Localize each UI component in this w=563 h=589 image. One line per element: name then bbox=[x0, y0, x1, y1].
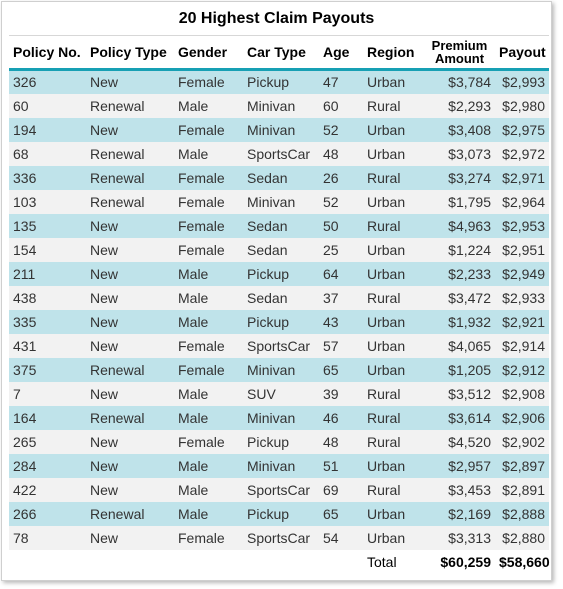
policy-no-cell: 431 bbox=[9, 334, 86, 358]
gender-cell: Female bbox=[174, 430, 243, 454]
policy-no-cell: 60 bbox=[9, 94, 86, 118]
car-type-cell: SportsCar bbox=[243, 526, 319, 550]
col-header-region: Region bbox=[363, 36, 424, 70]
region-cell: Rural bbox=[363, 382, 424, 406]
payout-cell: $2,906 bbox=[495, 406, 549, 430]
policy-no-cell: 265 bbox=[9, 430, 86, 454]
car-type-cell: Pickup bbox=[243, 70, 319, 94]
age-cell: 54 bbox=[319, 526, 363, 550]
policy-type-cell: New bbox=[86, 262, 174, 286]
payout-cell: $2,914 bbox=[495, 334, 549, 358]
policy-no-cell: 154 bbox=[9, 238, 86, 262]
table-row bbox=[9, 526, 549, 550]
car-type-cell: Sedan bbox=[243, 166, 319, 190]
premium-cell: $2,233 bbox=[424, 262, 495, 286]
premium-cell: $3,313 bbox=[424, 526, 495, 550]
policy-type-cell: Renewal bbox=[86, 502, 174, 526]
table-row bbox=[9, 310, 549, 334]
premium-cell: $3,073 bbox=[424, 142, 495, 166]
table-row bbox=[9, 478, 549, 502]
gender-cell: Male bbox=[174, 262, 243, 286]
payout-cell: $2,908 bbox=[495, 382, 549, 406]
premium-cell: $3,453 bbox=[424, 478, 495, 502]
col-header-gender: Gender bbox=[174, 36, 243, 70]
policy-type-cell: Renewal bbox=[86, 190, 174, 214]
col-header-policy-no: Policy No. bbox=[9, 36, 86, 70]
payout-cell: $2,880 bbox=[495, 526, 549, 550]
policy-no-cell: 164 bbox=[9, 406, 86, 430]
policy-type-cell: New bbox=[86, 70, 174, 94]
table-row bbox=[9, 358, 549, 382]
region-cell: Urban bbox=[363, 358, 424, 382]
policy-no-cell: 211 bbox=[9, 262, 86, 286]
age-cell: 48 bbox=[319, 142, 363, 166]
table-row bbox=[9, 454, 549, 478]
age-cell: 69 bbox=[319, 478, 363, 502]
payout-cell: $2,897 bbox=[495, 454, 549, 478]
car-type-cell: Pickup bbox=[243, 310, 319, 334]
policy-no-cell: 194 bbox=[9, 118, 86, 142]
gender-cell: Male bbox=[174, 382, 243, 406]
region-cell: Urban bbox=[363, 142, 424, 166]
policy-type-cell: New bbox=[86, 430, 174, 454]
policy-type-cell: Renewal bbox=[86, 142, 174, 166]
payout-cell: $2,993 bbox=[495, 70, 549, 94]
premium-header-line-2: Amount bbox=[434, 51, 485, 66]
premium-cell: $3,784 bbox=[424, 70, 495, 94]
region-cell: Urban bbox=[363, 262, 424, 286]
age-cell: 51 bbox=[319, 454, 363, 478]
region-cell: Rural bbox=[363, 430, 424, 454]
car-type-cell: Minivan bbox=[243, 406, 319, 430]
gender-cell: Female bbox=[174, 166, 243, 190]
age-cell: 65 bbox=[319, 358, 363, 382]
policy-no-cell: 68 bbox=[9, 142, 86, 166]
region-cell: Rural bbox=[363, 94, 424, 118]
policy-type-cell: New bbox=[86, 382, 174, 406]
policy-type-cell: New bbox=[86, 238, 174, 262]
table-row bbox=[9, 94, 549, 118]
age-cell: 52 bbox=[319, 118, 363, 142]
premium-cell: $4,520 bbox=[424, 430, 495, 454]
car-type-cell: Minivan bbox=[243, 454, 319, 478]
policy-no-cell: 438 bbox=[9, 286, 86, 310]
region-cell: Rural bbox=[363, 478, 424, 502]
gender-cell: Male bbox=[174, 454, 243, 478]
age-cell: 50 bbox=[319, 214, 363, 238]
gender-cell: Female bbox=[174, 118, 243, 142]
policy-no-cell: 375 bbox=[9, 358, 86, 382]
region-cell: Urban bbox=[363, 502, 424, 526]
table-row bbox=[9, 70, 549, 94]
region-cell: Urban bbox=[363, 526, 424, 550]
age-cell: 47 bbox=[319, 70, 363, 94]
payout-cell: $2,972 bbox=[495, 142, 549, 166]
premium-cell: $1,224 bbox=[424, 238, 495, 262]
premium-cell: $1,205 bbox=[424, 358, 495, 382]
car-type-cell: Sedan bbox=[243, 238, 319, 262]
region-cell: Urban bbox=[363, 334, 424, 358]
policy-type-cell: Renewal bbox=[86, 406, 174, 430]
table-row bbox=[9, 262, 549, 286]
car-type-cell: SportsCar bbox=[243, 478, 319, 502]
car-type-cell: Minivan bbox=[243, 94, 319, 118]
policy-type-cell: New bbox=[86, 478, 174, 502]
total-row bbox=[9, 550, 549, 574]
policy-type-cell: New bbox=[86, 286, 174, 310]
policy-no-cell: 78 bbox=[9, 526, 86, 550]
age-cell: 60 bbox=[319, 94, 363, 118]
gender-cell: Female bbox=[174, 70, 243, 94]
table-row bbox=[9, 382, 549, 406]
table-row bbox=[9, 286, 549, 310]
gender-cell: Male bbox=[174, 310, 243, 334]
car-type-cell: Minivan bbox=[243, 190, 319, 214]
col-header-payout: Payout bbox=[495, 36, 549, 70]
table-row bbox=[9, 118, 549, 142]
age-cell: 46 bbox=[319, 406, 363, 430]
policy-no-cell: 335 bbox=[9, 310, 86, 334]
gender-cell: Male bbox=[174, 406, 243, 430]
table-title: 20 Highest Claim Payouts bbox=[178, 10, 375, 27]
table-row bbox=[9, 238, 549, 262]
policy-no-cell: 336 bbox=[9, 166, 86, 190]
policy-no-cell: 103 bbox=[9, 190, 86, 214]
age-cell: 37 bbox=[319, 286, 363, 310]
policy-type-cell: Renewal bbox=[86, 94, 174, 118]
policy-type-cell: New bbox=[86, 454, 174, 478]
table-row bbox=[9, 190, 549, 214]
car-type-cell: SUV bbox=[243, 382, 319, 406]
total-label: Total bbox=[363, 550, 424, 574]
table-row bbox=[9, 214, 549, 238]
age-cell: 65 bbox=[319, 502, 363, 526]
age-cell: 43 bbox=[319, 310, 363, 334]
policy-type-cell: Renewal bbox=[86, 358, 174, 382]
table-row bbox=[9, 142, 549, 166]
total-premium: $60,259 bbox=[424, 550, 495, 574]
region-cell: Rural bbox=[363, 286, 424, 310]
policy-type-cell: New bbox=[86, 214, 174, 238]
region-cell: Rural bbox=[363, 406, 424, 430]
table-row bbox=[9, 166, 549, 190]
total-payout: $58,660 bbox=[495, 550, 549, 574]
region-cell: Urban bbox=[363, 238, 424, 262]
gender-cell: Male bbox=[174, 94, 243, 118]
premium-cell: $3,472 bbox=[424, 286, 495, 310]
age-cell: 52 bbox=[319, 190, 363, 214]
gender-cell: Female bbox=[174, 526, 243, 550]
payout-cell: $2,975 bbox=[495, 118, 549, 142]
premium-cell: $3,512 bbox=[424, 382, 495, 406]
col-header-policy-type: Policy Type bbox=[86, 36, 174, 70]
table-body bbox=[9, 70, 549, 550]
payout-cell: $2,902 bbox=[495, 430, 549, 454]
payout-cell: $2,921 bbox=[495, 310, 549, 334]
gender-cell: Female bbox=[174, 190, 243, 214]
region-cell: Urban bbox=[363, 454, 424, 478]
policy-type-cell: Renewal bbox=[86, 166, 174, 190]
age-cell: 64 bbox=[319, 262, 363, 286]
table-row bbox=[9, 406, 549, 430]
table-row bbox=[9, 502, 549, 526]
policy-type-cell: New bbox=[86, 526, 174, 550]
payout-cell: $2,912 bbox=[495, 358, 549, 382]
age-cell: 25 bbox=[319, 238, 363, 262]
car-type-cell: Sedan bbox=[243, 214, 319, 238]
payout-cell: $2,949 bbox=[495, 262, 549, 286]
gender-cell: Female bbox=[174, 214, 243, 238]
premium-cell: $3,614 bbox=[424, 406, 495, 430]
policy-no-cell: 284 bbox=[9, 454, 86, 478]
premium-cell: $3,408 bbox=[424, 118, 495, 142]
premium-cell: $1,932 bbox=[424, 310, 495, 334]
col-header-age: Age bbox=[319, 36, 363, 70]
premium-cell: $2,957 bbox=[424, 454, 495, 478]
policy-no-cell: 7 bbox=[9, 382, 86, 406]
age-cell: 48 bbox=[319, 430, 363, 454]
region-cell: Urban bbox=[363, 118, 424, 142]
region-cell: Urban bbox=[363, 190, 424, 214]
policy-no-cell: 135 bbox=[9, 214, 86, 238]
car-type-cell: Minivan bbox=[243, 118, 319, 142]
age-cell: 57 bbox=[319, 334, 363, 358]
policy-no-cell: 326 bbox=[9, 70, 86, 94]
premium-cell: $2,293 bbox=[424, 94, 495, 118]
col-header-premium-amount bbox=[424, 36, 495, 70]
car-type-cell: Pickup bbox=[243, 430, 319, 454]
payout-cell: $2,980 bbox=[495, 94, 549, 118]
gender-cell: Male bbox=[174, 142, 243, 166]
car-type-cell: Minivan bbox=[243, 358, 319, 382]
car-type-cell: SportsCar bbox=[243, 334, 319, 358]
table-row bbox=[9, 334, 549, 358]
premium-cell: $1,795 bbox=[424, 190, 495, 214]
premium-header-line-1: Premium bbox=[431, 38, 488, 53]
policy-no-cell: 422 bbox=[9, 478, 86, 502]
header-row bbox=[9, 36, 549, 70]
table-row bbox=[9, 430, 549, 454]
payout-cell: $2,964 bbox=[495, 190, 549, 214]
policy-type-cell: New bbox=[86, 334, 174, 358]
premium-cell: $3,274 bbox=[424, 166, 495, 190]
gender-cell: Male bbox=[174, 286, 243, 310]
car-type-cell: Pickup bbox=[243, 262, 319, 286]
col-header-car-type: Car Type bbox=[243, 36, 319, 70]
policy-no-cell: 266 bbox=[9, 502, 86, 526]
car-type-cell: Pickup bbox=[243, 502, 319, 526]
region-cell: Urban bbox=[363, 310, 424, 334]
premium-cell: $4,065 bbox=[424, 334, 495, 358]
payout-cell: $2,888 bbox=[495, 502, 549, 526]
premium-cell: $2,169 bbox=[424, 502, 495, 526]
region-cell: Urban bbox=[363, 70, 424, 94]
payout-cell: $2,891 bbox=[495, 478, 549, 502]
claim-payouts-table bbox=[9, 35, 549, 574]
policy-type-cell: New bbox=[86, 310, 174, 334]
payout-cell: $2,953 bbox=[495, 214, 549, 238]
premium-cell: $4,963 bbox=[424, 214, 495, 238]
car-type-cell: SportsCar bbox=[243, 142, 319, 166]
total-spacer bbox=[9, 550, 363, 574]
gender-cell: Male bbox=[174, 478, 243, 502]
policy-type-cell: New bbox=[86, 118, 174, 142]
age-cell: 26 bbox=[319, 166, 363, 190]
gender-cell: Female bbox=[174, 334, 243, 358]
car-type-cell: Sedan bbox=[243, 286, 319, 310]
payout-cell: $2,933 bbox=[495, 286, 549, 310]
region-cell: Rural bbox=[363, 214, 424, 238]
age-cell: 39 bbox=[319, 382, 363, 406]
table-card bbox=[1, 1, 552, 581]
payout-cell: $2,971 bbox=[495, 166, 549, 190]
gender-cell: Female bbox=[174, 358, 243, 382]
gender-cell: Male bbox=[174, 502, 243, 526]
gender-cell: Female bbox=[174, 238, 243, 262]
region-cell: Rural bbox=[363, 166, 424, 190]
payout-cell: $2,951 bbox=[495, 238, 549, 262]
